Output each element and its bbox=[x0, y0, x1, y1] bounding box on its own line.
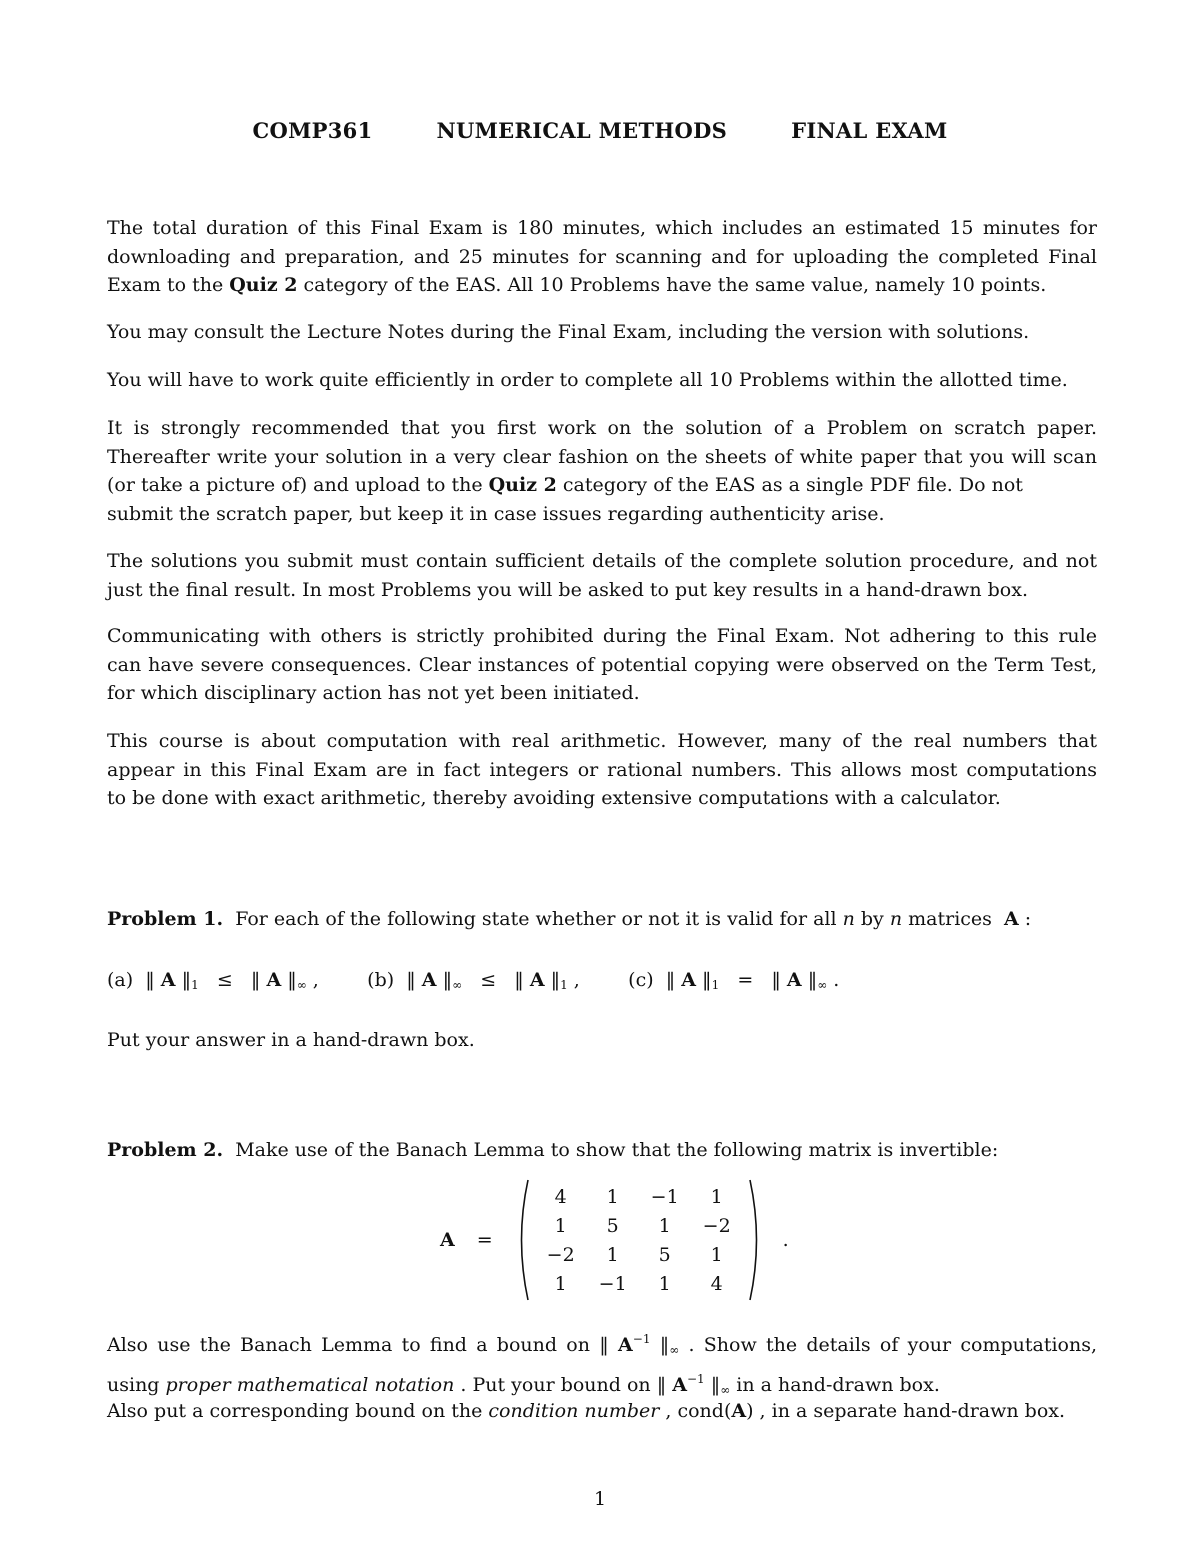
problem-1-statement bbox=[107, 905, 1097, 934]
matrix-cell: 1 bbox=[606, 1243, 619, 1266]
text-span: : bbox=[1018, 908, 1032, 930]
matrix-cell: −1 bbox=[650, 1185, 679, 1208]
matrix-row bbox=[535, 1240, 743, 1269]
norm-expression: ‖ A $‖_1$ bbox=[145, 969, 199, 992]
matrix-row bbox=[535, 1269, 743, 1298]
norm-subscript: 1 bbox=[711, 978, 720, 992]
intro-paragraph-6 bbox=[107, 622, 1097, 708]
text-line: You may consult the Lecture Notes during the Final Exam, including the version with solutions. bbox=[107, 321, 1030, 343]
norm-subscript: ∞ bbox=[817, 978, 828, 992]
matrix-cell: 5 bbox=[606, 1214, 619, 1237]
matrix-symbol: A bbox=[1004, 908, 1019, 930]
text-span: Make use of the Banach Lemma to show that the following matrix is invertible: bbox=[235, 1139, 999, 1161]
problem-2 bbox=[107, 1136, 1097, 1165]
norm-expression: ‖ A $‖_1$ bbox=[665, 969, 720, 992]
eq-symbol: = bbox=[476, 1229, 493, 1251]
text-span: ) , in a separate hand-drawn box. bbox=[746, 1400, 1066, 1422]
matrix-cell: 1 bbox=[710, 1185, 723, 1208]
norm-subscript: ∞ bbox=[720, 1382, 731, 1397]
intro-paragraph-3 bbox=[107, 366, 1097, 395]
intro-paragraph-4 bbox=[107, 414, 1097, 528]
text-line: can have severe consequences. Clear instances of potential copying were observed on the Term Test, bbox=[107, 653, 1097, 676]
part-a-label: (a) bbox=[107, 969, 134, 991]
problem-2-followup bbox=[107, 1325, 1097, 1404]
problem-1-parts bbox=[107, 966, 1097, 1000]
part-c-label: (c) bbox=[628, 969, 654, 991]
matrix-symbol: A bbox=[529, 969, 545, 991]
norm-expression: ‖ A $‖_\infty$ bbox=[771, 969, 828, 992]
matrix-cell: 1 bbox=[554, 1272, 567, 1295]
text-line: You will have to work quite efficiently in order to complete all 10 Problems within the allotted time. bbox=[107, 369, 1068, 391]
problem-2-statement bbox=[107, 1136, 1097, 1165]
text-line: downloading and preparation, and 25 minutes for scanning and for uploading the completed Final bbox=[107, 245, 1097, 268]
norm-expression: ‖ A $‖_\infty$ bbox=[250, 969, 307, 992]
norm-expression: ‖ $A^{-1}$ $‖_\infty$ bbox=[656, 1371, 731, 1397]
problem-2-label: Problem 2. bbox=[107, 1139, 224, 1161]
text-span: . Put your bound on bbox=[454, 1373, 657, 1396]
quiz-label: Quiz 2 bbox=[488, 474, 557, 496]
matrix-cell: 1 bbox=[658, 1214, 671, 1237]
matrix-equation bbox=[440, 1176, 789, 1304]
norm-expression: ‖ $A^{-1}$ $‖_\infty$ bbox=[599, 1332, 680, 1357]
text-span: matrices bbox=[902, 908, 998, 930]
matrix-row bbox=[535, 1211, 743, 1240]
text-line: to be done with exact arithmetic, thereby avoiding extensive computations with a calculator. bbox=[107, 787, 1001, 809]
matrix-symbol: A bbox=[266, 969, 282, 991]
norm-expression: ‖ A $‖_\infty$ bbox=[406, 969, 463, 992]
text-span: by bbox=[854, 908, 890, 930]
matrix-cell: 1 bbox=[658, 1272, 671, 1295]
math-var: n bbox=[842, 908, 855, 930]
text-line: The solutions you submit must contain sufficient details of the complete solution procedure, and not bbox=[107, 550, 1097, 572]
norm-expression: ‖ A $‖_1$ bbox=[514, 969, 568, 992]
le-symbol: ≤ bbox=[216, 969, 233, 991]
left-paren-icon bbox=[513, 1178, 531, 1302]
matrix-table bbox=[535, 1182, 743, 1298]
text-line bbox=[107, 1325, 1097, 1365]
matrix-symbol: A bbox=[440, 1229, 455, 1251]
matrix-symbol: A bbox=[618, 1334, 633, 1356]
matrix-symbol: A bbox=[672, 1373, 687, 1396]
matrix-symbol: A bbox=[421, 969, 437, 991]
course-code: COMP361 bbox=[252, 118, 373, 143]
text-line: just the final result. In most Problems you will be asked to put key results in a hand-drawn box. bbox=[107, 578, 1028, 601]
text-line: The total duration of this Final Exam is 180 minutes, which includes an estimated 15 minutes for bbox=[107, 217, 1097, 239]
text-line: Thereafter write your solution in a very clear fashion on the sheets of white paper that you will scan bbox=[107, 445, 1097, 468]
text-line bbox=[107, 1397, 1097, 1426]
period: . bbox=[782, 1229, 789, 1251]
matrix-cell: 1 bbox=[710, 1243, 723, 1266]
text-span: category of the EAS. All 10 Problems have the same value, namely 10 points. bbox=[297, 274, 1047, 296]
page-title bbox=[0, 118, 1200, 143]
problem-1-label: Problem 1. bbox=[107, 908, 224, 930]
text-span: Also use the Banach Lemma to find a bound on bbox=[107, 1334, 600, 1356]
norm-subscript: ∞ bbox=[296, 978, 307, 992]
matrix-cell: −1 bbox=[598, 1272, 627, 1295]
text-span: , cond( bbox=[659, 1400, 732, 1422]
matrix-cell: 1 bbox=[554, 1214, 567, 1237]
text-span: (or take a picture of) and upload to the bbox=[107, 474, 489, 496]
problem-1 bbox=[107, 905, 1097, 934]
intro-paragraph-7 bbox=[107, 727, 1097, 813]
text-span: Exam to the bbox=[107, 274, 230, 296]
text-line: This course is about computation with real arithmetic. However, many of the real numbers that bbox=[107, 730, 1097, 752]
eq-symbol: = bbox=[737, 969, 754, 991]
page-number: 1 bbox=[593, 1488, 607, 1510]
text-span: Also put a corresponding bound on the bbox=[107, 1400, 489, 1422]
matrix-cell: 4 bbox=[554, 1185, 567, 1208]
norm-subscript: ∞ bbox=[669, 1343, 680, 1357]
text-span: For each of the following state whether or not it is valid for all bbox=[235, 908, 843, 930]
quiz-label: Quiz 2 bbox=[229, 274, 298, 296]
inverse-superscript: −1 bbox=[687, 1371, 705, 1386]
matrix-symbol: A bbox=[160, 969, 176, 991]
matrix-cell: 5 bbox=[658, 1243, 671, 1266]
text-span: using bbox=[107, 1373, 166, 1396]
emphasis-text: condition number bbox=[488, 1400, 660, 1422]
text-span: . Show the details of your computations, bbox=[679, 1334, 1098, 1356]
intro-paragraph-2 bbox=[107, 318, 1097, 347]
part-b-label: (b) bbox=[367, 969, 395, 991]
emphasis-text: proper mathematical notation bbox=[165, 1373, 455, 1396]
matrix-symbol: A bbox=[786, 969, 802, 991]
right-paren-icon bbox=[747, 1178, 765, 1302]
matrix-cell: 4 bbox=[710, 1272, 723, 1295]
matrix-symbol: A bbox=[731, 1400, 747, 1422]
problem-2-condition bbox=[107, 1397, 1097, 1426]
problem-1-inequalities: (a) ‖ A $‖_1$ ≤ ‖ A $‖_\infty$ , (b) ‖ A $‖_\infty$ ≤ ‖ A $‖_1$ , (c) ‖ A $‖_1$ = ‖ A $‖_\infty$ . bbox=[107, 969, 840, 992]
exam-name: FINAL EXAM bbox=[791, 118, 948, 143]
inverse-superscript: −1 bbox=[632, 1332, 651, 1346]
matrix-cell: −2 bbox=[546, 1243, 575, 1266]
math-var: n bbox=[889, 908, 903, 930]
text-line bbox=[107, 271, 1097, 300]
intro-paragraph-1 bbox=[107, 214, 1097, 300]
text-line: Communicating with others is strictly prohibited during the Final Exam. Not adhering to this rule bbox=[107, 625, 1097, 647]
matrix-row bbox=[535, 1182, 743, 1211]
text-span: in a hand-drawn box. bbox=[730, 1373, 940, 1396]
problem-1-answer bbox=[107, 1026, 1097, 1055]
text-span: category of the EAS as a single PDF file. Do not bbox=[556, 474, 1023, 496]
norm-subscript: ∞ bbox=[452, 978, 463, 992]
matrix-symbol: A bbox=[681, 969, 697, 991]
le-symbol: ≤ bbox=[480, 969, 497, 991]
course-subject: NUMERICAL METHODS bbox=[436, 118, 728, 143]
text-line: Put your answer in a hand-drawn box. bbox=[107, 1029, 475, 1051]
norm-subscript: 1 bbox=[191, 978, 199, 992]
text-line bbox=[107, 471, 1097, 500]
norm-subscript: 1 bbox=[560, 978, 568, 992]
text-line: for which disciplinary action has not yet been initiated. bbox=[107, 682, 640, 704]
text-line: submit the scratch paper, but keep it in case issues regarding authenticity arise. bbox=[107, 502, 885, 525]
matrix-cell: −2 bbox=[702, 1214, 731, 1237]
text-line: It is strongly recommended that you first work on the solution of a Problem on scratch paper. bbox=[107, 417, 1097, 439]
intro-paragraph-5 bbox=[107, 547, 1097, 604]
text-line: appear in this Final Exam are in fact integers or rational numbers. This allows most computations bbox=[107, 758, 1097, 781]
matrix-cell: 1 bbox=[606, 1185, 619, 1208]
